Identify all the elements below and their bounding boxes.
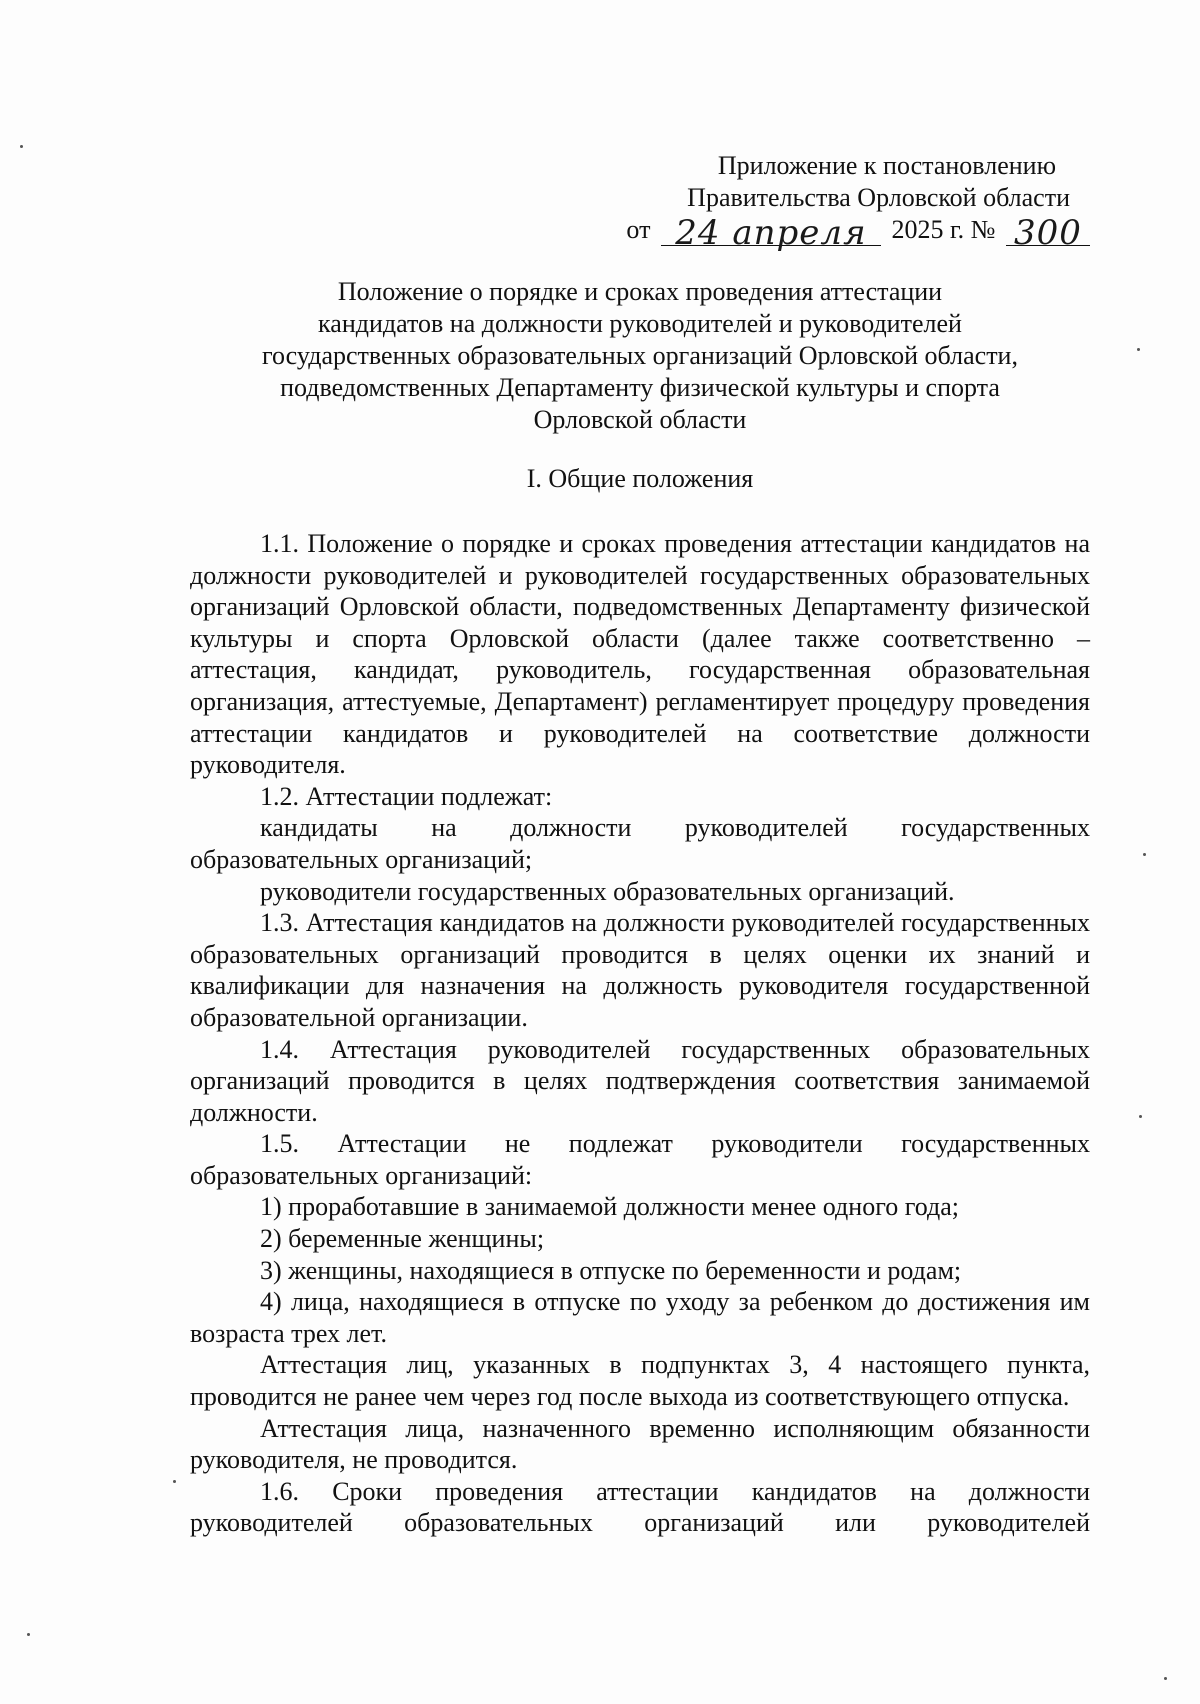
paragraph-1-4: 1.4. Аттестация руководителей государственных образовательных организаций проводится в целях подтверждения соответствия занимаемой должности. [190,1034,1090,1127]
paragraph-1-5-note-1: Аттестация лиц, указанных в подпунктах 3, 4 настоящего пункта, проводится не ранее чем через год после выхода из соответствующего отпуска. [190,1350,1090,1412]
paragraph-1-5-item-1: 1) проработавшие в занимаемой должности менее одного года; [260,1192,959,1222]
title-line-1: Положение о порядке и сроках проведения аттестации [337,277,943,306]
from-label: от [626,215,651,244]
paragraph-1-5-note-2: Аттестация лица, назначенного временно исполняющим обязанности руководителя, не проводится. [190,1413,1090,1475]
appendix-line-2: Правительства Орловской области [687,183,1070,212]
paragraph-1-5-item-2: 2) беременные женщины; [260,1224,545,1254]
appendix-header [620,150,1090,253]
number-blank [1006,213,1090,253]
title-line-2: кандидатов на должности руководителей и руководителей [318,309,962,338]
paragraph-1-5-item-4: 4) лица, находящиеся в отпуске по уходу за ребенком до достижения им возраста трех лет. [190,1287,1090,1348]
title-line-5: Орловской области [533,405,747,434]
speck [1139,1115,1142,1118]
speck [1137,348,1140,351]
paragraph-1-1: 1.1. Положение о порядке и сроках проведения аттестации кандидатов на должности руководителей и руководителей государственных образовательных организаций Орловской области, подведомственных Департаменту физической культуры и спорта Орловской области (далее также соответственно – аттестация, кандидат, руководитель, государственная образовательная организация, аттестуемые, Департамент) регламентирует процедуру проведения аттестации кандидатов и руководителей на соответствие должности руководителя. [190,529,1090,780]
section-heading: I. Общие положения [526,464,754,493]
speck [27,1633,30,1636]
handwritten-number: 300 [1014,213,1082,253]
paragraph-1-5: 1.5. Аттестации не подлежат руководители государственных образовательных организаций: [190,1129,1090,1190]
title-line-4: подведомственных Департаменту физической культуры и спорта [280,373,1000,402]
speck [1143,853,1146,856]
appendix-line-1: Приложение к постановлению [717,151,1056,180]
paragraph-1-2: 1.2. Аттестации подлежат: [260,781,553,811]
title-line-3: государственных образовательных организаций Орловской области, [262,341,1018,370]
speck [20,145,23,148]
appendix-date-number-line [620,213,1090,253]
year-number-label: 2025 г. № [891,215,996,244]
paragraph-1-3: 1.3. Аттестация кандидатов на должности руководителей государственных образовательных организаций проводится в целях оценки их знаний и квалификации для назначения на должность руководителя государственной образовательной организации. [190,908,1090,1032]
document-body [190,528,1090,1539]
document-title [190,276,1090,436]
paragraph-1-2-item-candidates: кандидаты на должности руководителей государственных образовательных организаций; [190,813,1090,874]
handwritten-date: 24 апреля [675,213,867,253]
date-blank [661,213,881,253]
paragraph-1-2-item-heads: руководители государственных образовательных организаций. [260,876,955,906]
paragraph-1-6: 1.6. Сроки проведения аттестации кандидатов на должности руководителей образовательных организаций или руководителей [190,1476,1090,1538]
speck [173,1480,176,1483]
speck [1164,1677,1167,1680]
paragraph-1-5-item-3: 3) женщины, находящиеся в отпуске по беременности и родам; [260,1255,962,1285]
